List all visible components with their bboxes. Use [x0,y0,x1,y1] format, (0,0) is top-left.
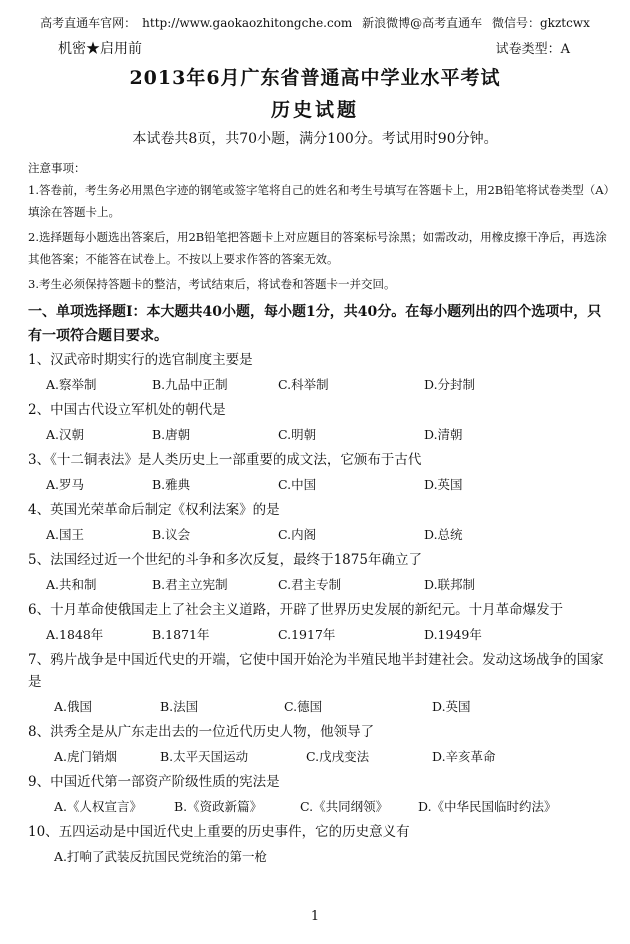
note-item: 3.考生必须保持答题卡的整洁，考试结束后，将试卷和答题卡一并交回。 [28,277,396,291]
question-text: 8、洪秀全是从广东走出去的一位近代历史人物，他领导了 [28,724,375,740]
option-b: B.雅典 [152,477,191,492]
option-a: A.《人权宣言》 [54,799,143,814]
option-c: C.君主专制 [278,577,342,592]
question-item [28,349,613,399]
page-number: 1 [310,909,320,924]
option-a: A.察举制 [46,377,97,392]
option-d: D.英国 [424,477,463,492]
exam-info: 本试卷共8页，共70小题，满分100分。考试用时90分钟。 [132,131,498,147]
option-a: A.共和制 [46,577,97,592]
option-b: B.议会 [152,527,191,542]
question-text: 1、汉武帝时期实行的选官制度主要是 [28,352,253,368]
option-row [28,371,613,399]
wechat-text: 微信号：gkztcwx [491,16,590,30]
option-c: C.中国 [278,477,317,492]
option-b: B.《资政新篇》 [174,799,263,814]
option-c: C.《共同纲领》 [300,799,389,814]
option-d: D.总统 [424,527,463,542]
option-a: A.1848年 [46,627,104,642]
notes-heading: 注意事项： [28,161,86,175]
option-c: C.明朝 [278,427,317,442]
question-item [28,649,613,721]
option-c: C.科举制 [278,377,329,392]
site-label: 高考直通车官网： [40,16,137,30]
question-text: 6、十月革命使俄国走上了社会主义道路，开辟了世界历史发展的新纪元。十月革命爆发于 [28,602,564,618]
confidential-label: 机密★启用前 [58,41,142,57]
question-text: 7、鸦片战争是中国近代史的开端，它使中国开始沦为半殖民地半封建社会。发动这场战争的国家是 [28,652,604,690]
option-b: B.唐朝 [152,427,191,442]
question-text: 3、《十二铜表法》是人类历史上一部重要的成文法，它颁布于古代 [28,452,422,468]
notes-section [28,157,613,298]
question-text: 10、五四运动是中国近代史上重要的历史事件，它的历史意义有 [28,824,410,840]
question-list [28,349,613,871]
option-b: B.九品中正制 [152,377,228,392]
option-row [28,421,613,449]
option-d: D.1949年 [424,627,482,642]
question-item [28,449,613,499]
exam-title: 2013年6月广东省普通高中学业水平考试 [129,67,501,89]
question-text: 2、中国古代设立军机处的朝代是 [28,402,226,418]
option-c: C.戊戌变法 [306,749,370,764]
section-heading: 一、单项选择题Ⅰ：本大题共40小题，每小题1分，共40分。在每小题列出的四个选项中，只有一项符合题目要求。 [28,304,602,344]
site-header [0,14,630,31]
question-item [28,399,613,449]
option-d: D.英国 [432,699,471,714]
question-item [28,821,613,871]
question-item [28,771,613,821]
option-a: A.罗马 [46,477,85,492]
option-row [28,693,613,721]
question-text: 5、法国经过近一个世纪的斗争和多次反复，最终于1875年确立了 [28,552,422,568]
note-item: 1.答卷前，考生务必用黑色字迹的钢笔或签字笔将自己的姓名和考生号填写在答题卡上，用2B铅笔将试卷类型（A）填涂在答题卡上。 [28,183,610,219]
option-d: D.分封制 [424,377,476,392]
option-row [28,571,613,599]
option-d: D.联邦制 [424,577,476,592]
option-row [28,793,613,821]
option-a: A.打响了武装反抗国民党统治的第一枪 [54,849,268,864]
weibo-text: 新浪微博@高考直通车 [362,16,483,30]
question-item [28,721,613,771]
option-row [28,743,613,771]
option-row [28,843,613,871]
option-a: A.俄国 [54,699,93,714]
site-url-link[interactable]: http://www.gaokaozhitongche.com [142,16,353,30]
option-d: D.辛亥革命 [432,749,496,764]
question-text: 4、英国光荣革命后制定《权利法案》的是 [28,502,280,518]
option-b: B.太平天国运动 [160,749,249,764]
option-c: C.德国 [284,699,323,714]
option-row [28,521,613,549]
question-text: 9、中国近代第一部资产阶级性质的宪法是 [28,774,280,790]
option-row [28,471,613,499]
question-item [28,549,613,599]
option-b: B.君主立宪制 [152,577,228,592]
option-d: D.清朝 [424,427,463,442]
option-d: D.《中华民国临时约法》 [418,799,557,814]
option-a: A.国王 [46,527,85,542]
option-a: A.虎门销烟 [54,749,118,764]
option-b: B.法国 [160,699,199,714]
exam-subtitle: 历史试题 [270,99,359,121]
note-item: 2.选择题每小题选出答案后，用2B铅笔把答题卡上对应题目的答案标号涂黑；如需改动，用橡皮擦干净后，再选涂其他答案；不能答在试卷上。不按以上要求作答的答案无效。 [28,230,607,266]
option-b: B.1871年 [152,627,210,642]
option-c: C.内阁 [278,527,317,542]
option-c: C.1917年 [278,627,336,642]
option-row [28,621,613,649]
question-item [28,499,613,549]
option-a: A.汉朝 [46,427,85,442]
paper-type-label: 试卷类型：A [495,42,570,57]
question-item [28,599,613,649]
